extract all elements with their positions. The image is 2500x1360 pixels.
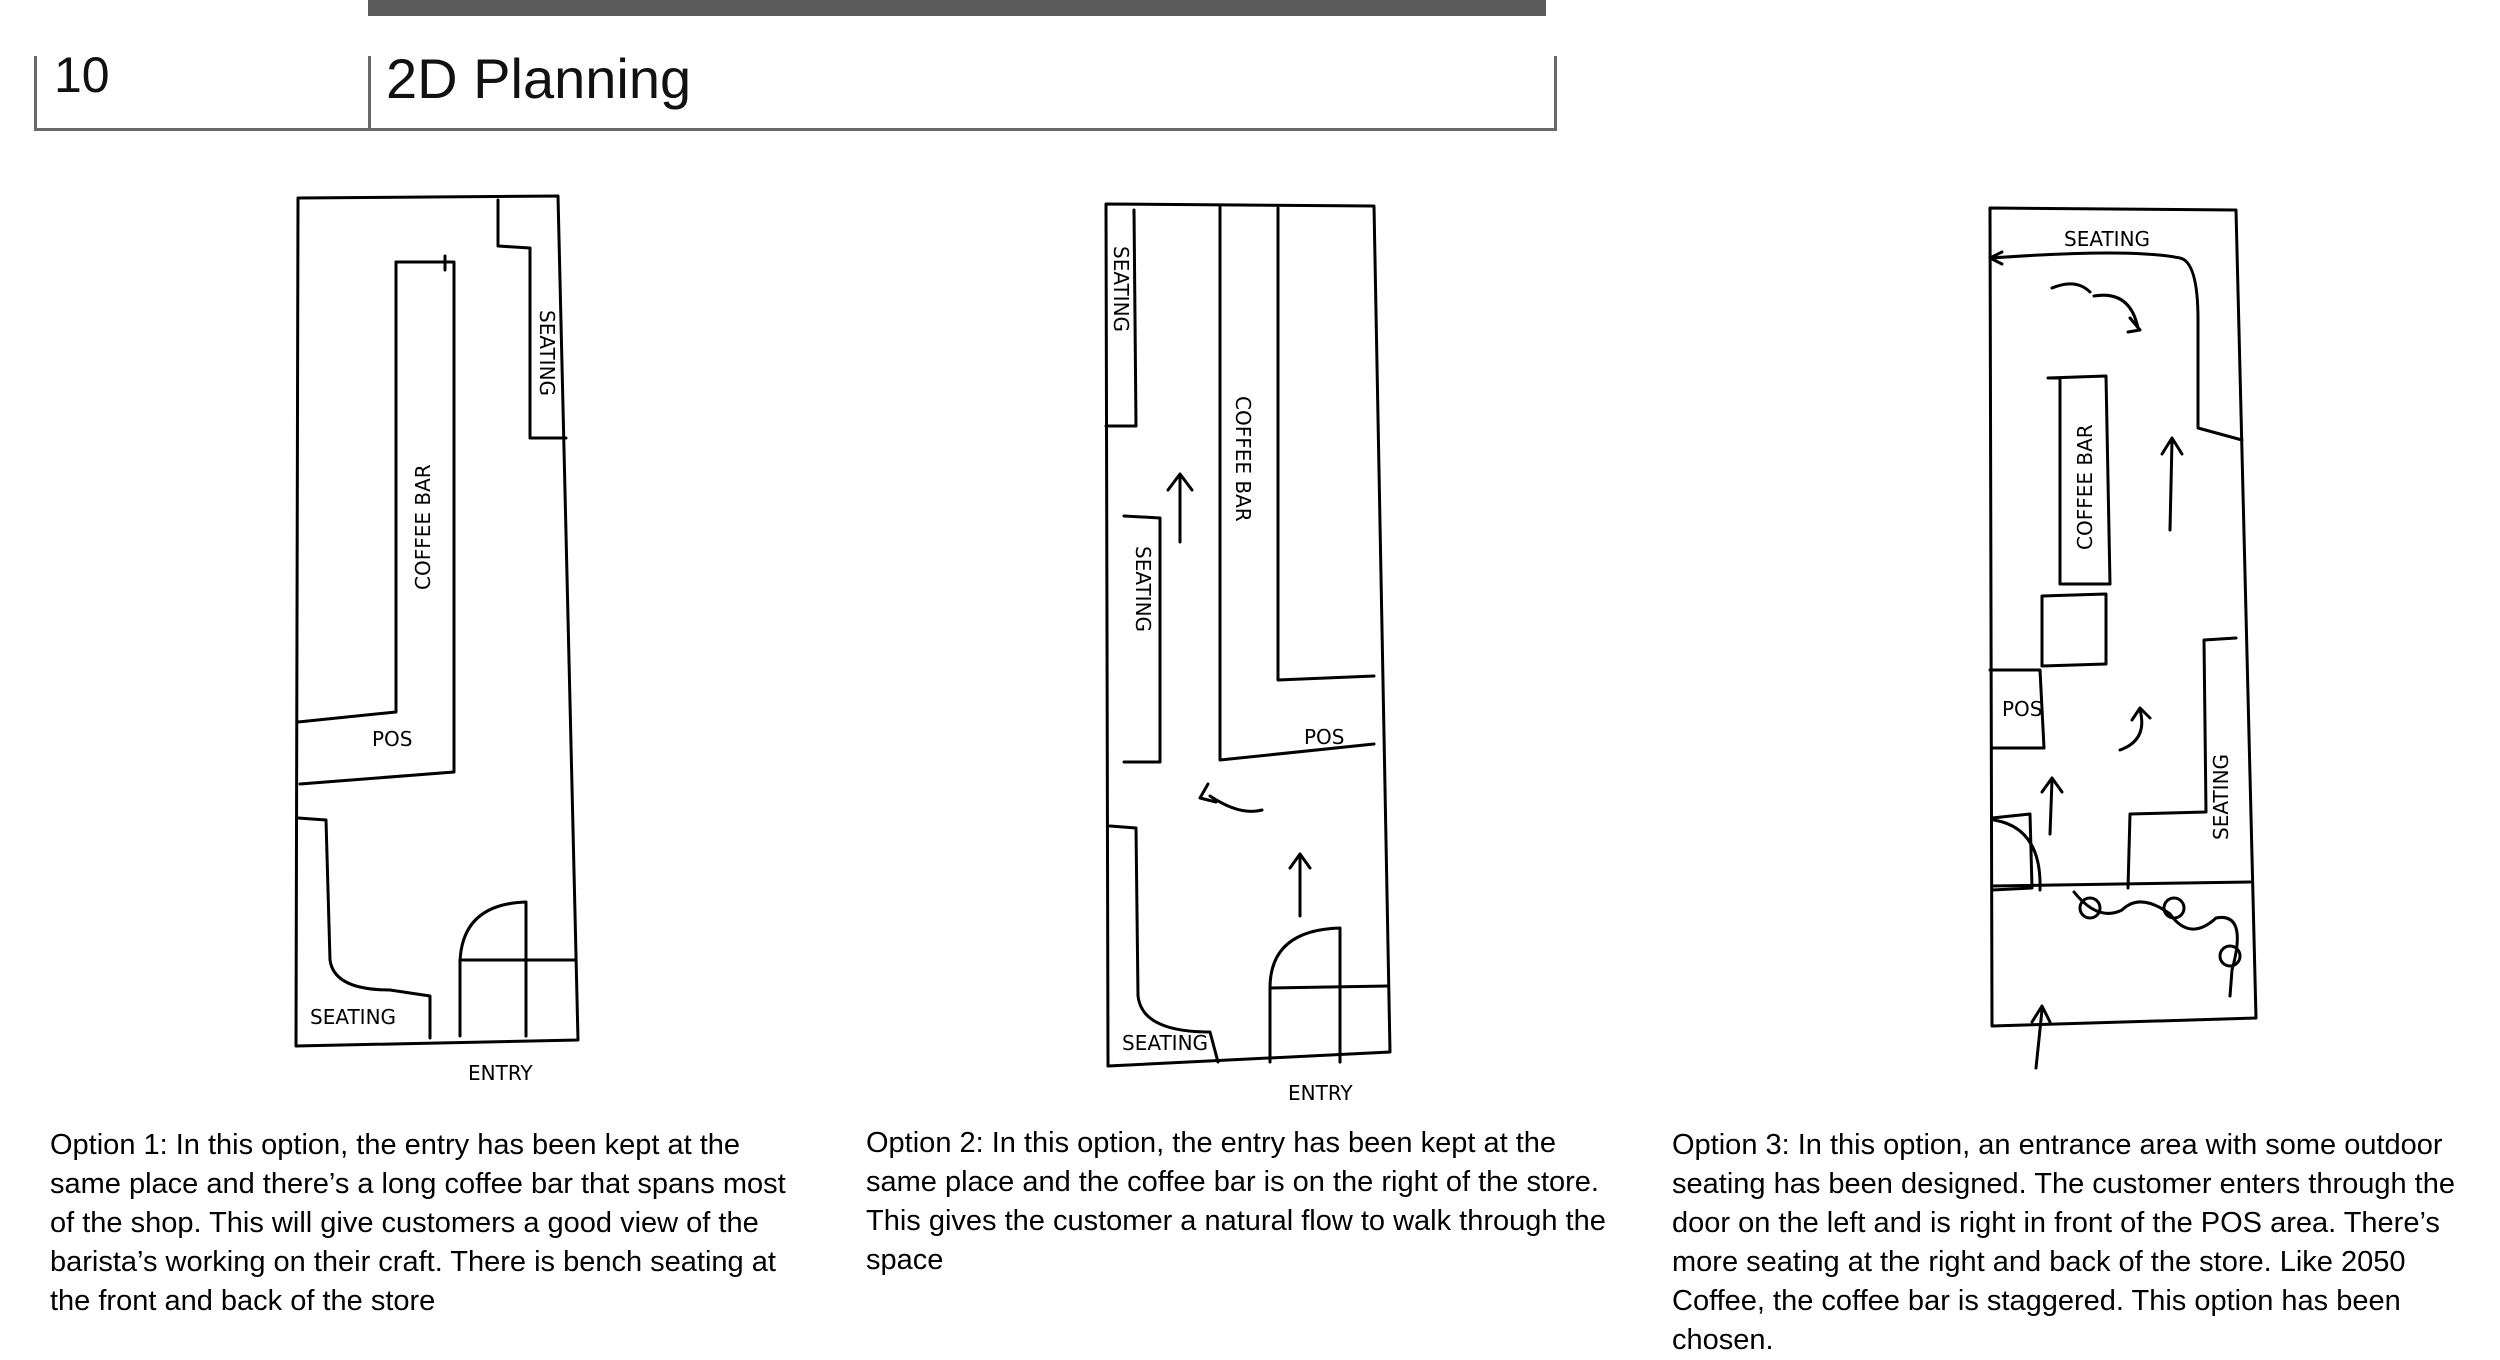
option-2-seating-top-label: SEATING [1109,246,1133,333]
header-divider [368,56,371,130]
option-2-seating-front-label: SEATING [1122,1031,1209,1055]
option-1-pos-label: POS [372,727,413,751]
option-2-floor-plan [1100,196,1420,1116]
option-2-caption: Option 2: In this option, the entry has been kept at the same place and the coffee bar is on the right of the store. This gives the customer a natural flow to walk through the space [866,1127,1606,1276]
option-3-seating-top-label: SEATING [2064,227,2151,251]
option-1-caption: Option 1: In this option, the entry has been kept at the same place and there’s a long coffee bar that spans most of the shop. This will give customers a good view of the barista’s working on their craft. There is bench seating at the front and back of the store [50,1129,786,1317]
option-1-entry-label: ENTRY [468,1061,533,1085]
option-1-floor-plan [290,190,610,1100]
option-1-seating-right-label: SEATING [535,310,559,397]
option-3-seating-right-label: SEATING [2209,753,2233,840]
option-2-seating-mid-label: SEATING [1131,546,1155,633]
section-title: 2D Planning [386,47,692,110]
option-3-coffee-bar-label: COFFEE BAR [2073,424,2097,550]
option-3-pos-label: POS [2002,697,2043,721]
option-3-caption: Option 3: In this option, an entrance area with some outdoor seating has been designed. The customer enters through the door on the left and is right in front of the POS area. There’s more seating at the right and back of the store. Like 2050 Coffee, the coffee bar is staggered. This option has been chosen. [1672,1129,2455,1356]
option-1-seating-front-label: SEATING [310,1005,397,1029]
option-2-entry-label: ENTRY [1288,1081,1353,1105]
header-left-rule [34,56,37,130]
header-right-rule [1554,56,1557,130]
option-2-coffee-bar-label: COFFEE BAR [1231,396,1255,522]
header-bar [368,0,1546,16]
option-2-pos-label: POS [1304,725,1345,749]
page-number: 10 [54,47,110,103]
option-1-coffee-bar-label: COFFEE BAR [411,464,435,590]
header-bottom-rule [34,128,1557,131]
option-3-floor-plan [1980,200,2280,1100]
